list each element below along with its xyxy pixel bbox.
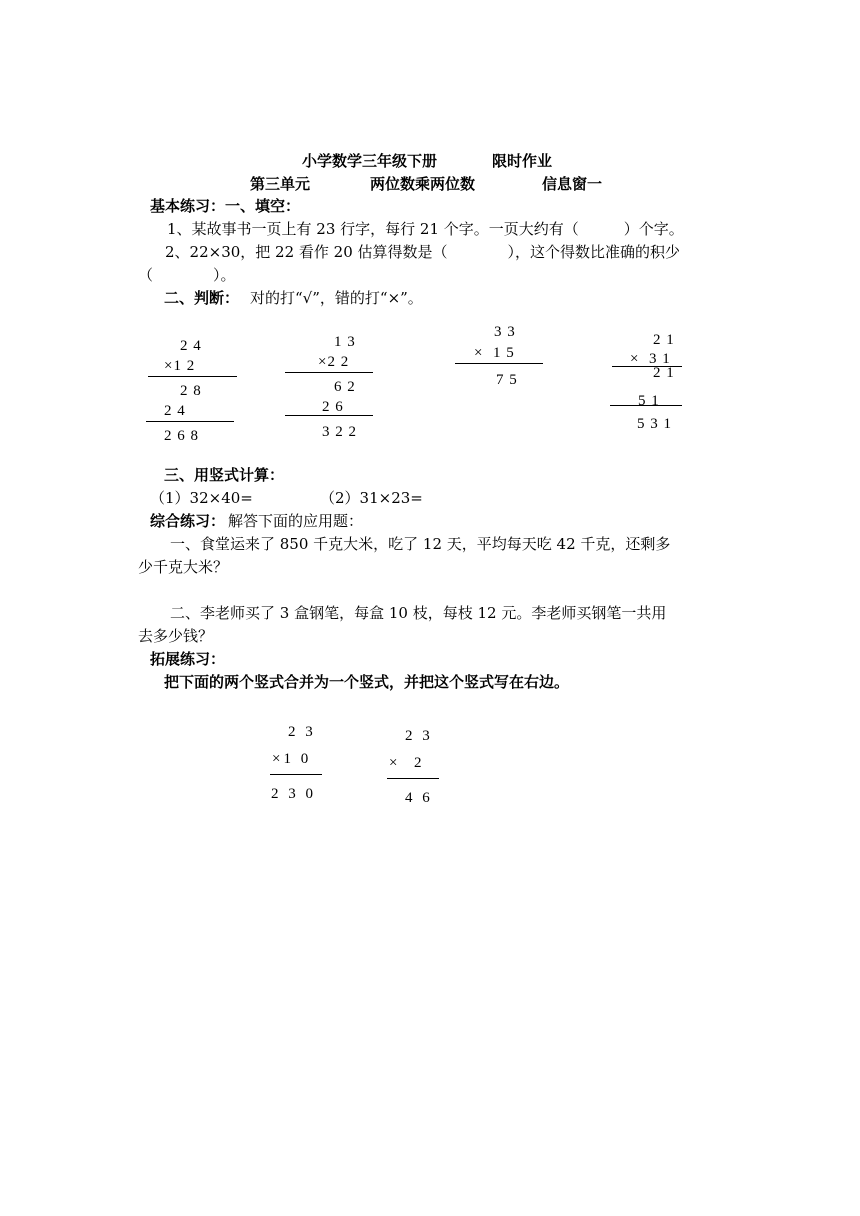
partial-product-2: 2 4 bbox=[164, 403, 186, 419]
partial-product-1: 6 2 bbox=[334, 379, 356, 395]
multiplier: × 1 5 bbox=[474, 345, 515, 361]
calc-problem-2: （2）31×23= bbox=[320, 489, 423, 507]
question-1: 1、某故事书一页上有 23 行字，每行 21 个字。一页大约有（ ）个字。 bbox=[167, 220, 684, 238]
calc-problem-1: （1）32×40= bbox=[150, 489, 253, 507]
unit-label: 第三单元 bbox=[250, 175, 311, 193]
judge-instruction: 对的打“√”，错的打“×”。 bbox=[250, 289, 423, 307]
extension-heading: 拓展练习： bbox=[150, 650, 226, 668]
multiplier: ×1 0 bbox=[272, 751, 312, 767]
question-2-line-1: 2、22×30，把 22 看作 20 估算得数是（ ），这个得数比准确的积少 bbox=[165, 243, 681, 261]
title-left: 小学数学三年级下册 bbox=[302, 152, 438, 170]
product: 4 6 bbox=[405, 790, 433, 806]
extension-instruction: 把下面的两个竖式合并为一个竖式，并把这个竖式写在右边。 bbox=[164, 673, 570, 691]
multiplicand: 2 1 bbox=[653, 332, 675, 348]
multiplier: ×1 2 bbox=[164, 358, 196, 374]
comprehensive-heading: 综合练习： bbox=[150, 512, 226, 530]
multiplicand: 3 3 bbox=[494, 324, 516, 340]
window-label: 信息窗一 bbox=[542, 175, 603, 193]
basic-heading: 基本练习：一、填空： bbox=[150, 197, 301, 215]
judge-heading: 二、判断： bbox=[164, 289, 240, 307]
partial-product-1: 2 1 bbox=[653, 365, 675, 381]
topic-label: 两位数乘两位数 bbox=[370, 175, 476, 193]
multiplicand: 2 3 bbox=[405, 728, 433, 744]
product: 7 5 bbox=[496, 372, 518, 388]
multiplier: × 2 bbox=[389, 755, 425, 771]
partial-product-2: 5 1 bbox=[638, 393, 660, 409]
word-problem-2-line-2: 去多少钱？ bbox=[138, 627, 214, 645]
word-problem-2-line-1: 二、李老师买了 3 盒钢笔，每盒 10 枝，每枝 12 元。李老师买钢笔一共用 bbox=[170, 604, 667, 622]
word-problem-1-line-1: 一、食堂运来了 850 千克大米，吃了 12 天，平均每天吃 42 千克，还剩多 bbox=[170, 535, 671, 553]
product: 2 3 0 bbox=[271, 786, 316, 802]
partial-product-1: 2 8 bbox=[180, 383, 202, 399]
product: 3 2 2 bbox=[322, 424, 357, 440]
multiplicand: 2 3 bbox=[288, 724, 316, 740]
product: 2 6 8 bbox=[164, 428, 199, 444]
multiplicand: 2 4 bbox=[180, 338, 202, 354]
word-problem-1-line-2: 少千克大米？ bbox=[138, 558, 229, 576]
multiplicand: 1 3 bbox=[334, 334, 356, 350]
multiplier: ×2 2 bbox=[318, 354, 350, 370]
comprehensive-intro: 解答下面的应用题： bbox=[228, 512, 364, 530]
multiplier: × 3 1 bbox=[630, 351, 671, 367]
question-2-line-2: （ ）。 bbox=[138, 266, 236, 284]
calc-heading: 三、用竖式计算： bbox=[164, 466, 285, 484]
title-right: 限时作业 bbox=[492, 152, 553, 170]
product: 5 3 1 bbox=[637, 416, 672, 432]
partial-product-2: 2 6 bbox=[322, 399, 344, 415]
